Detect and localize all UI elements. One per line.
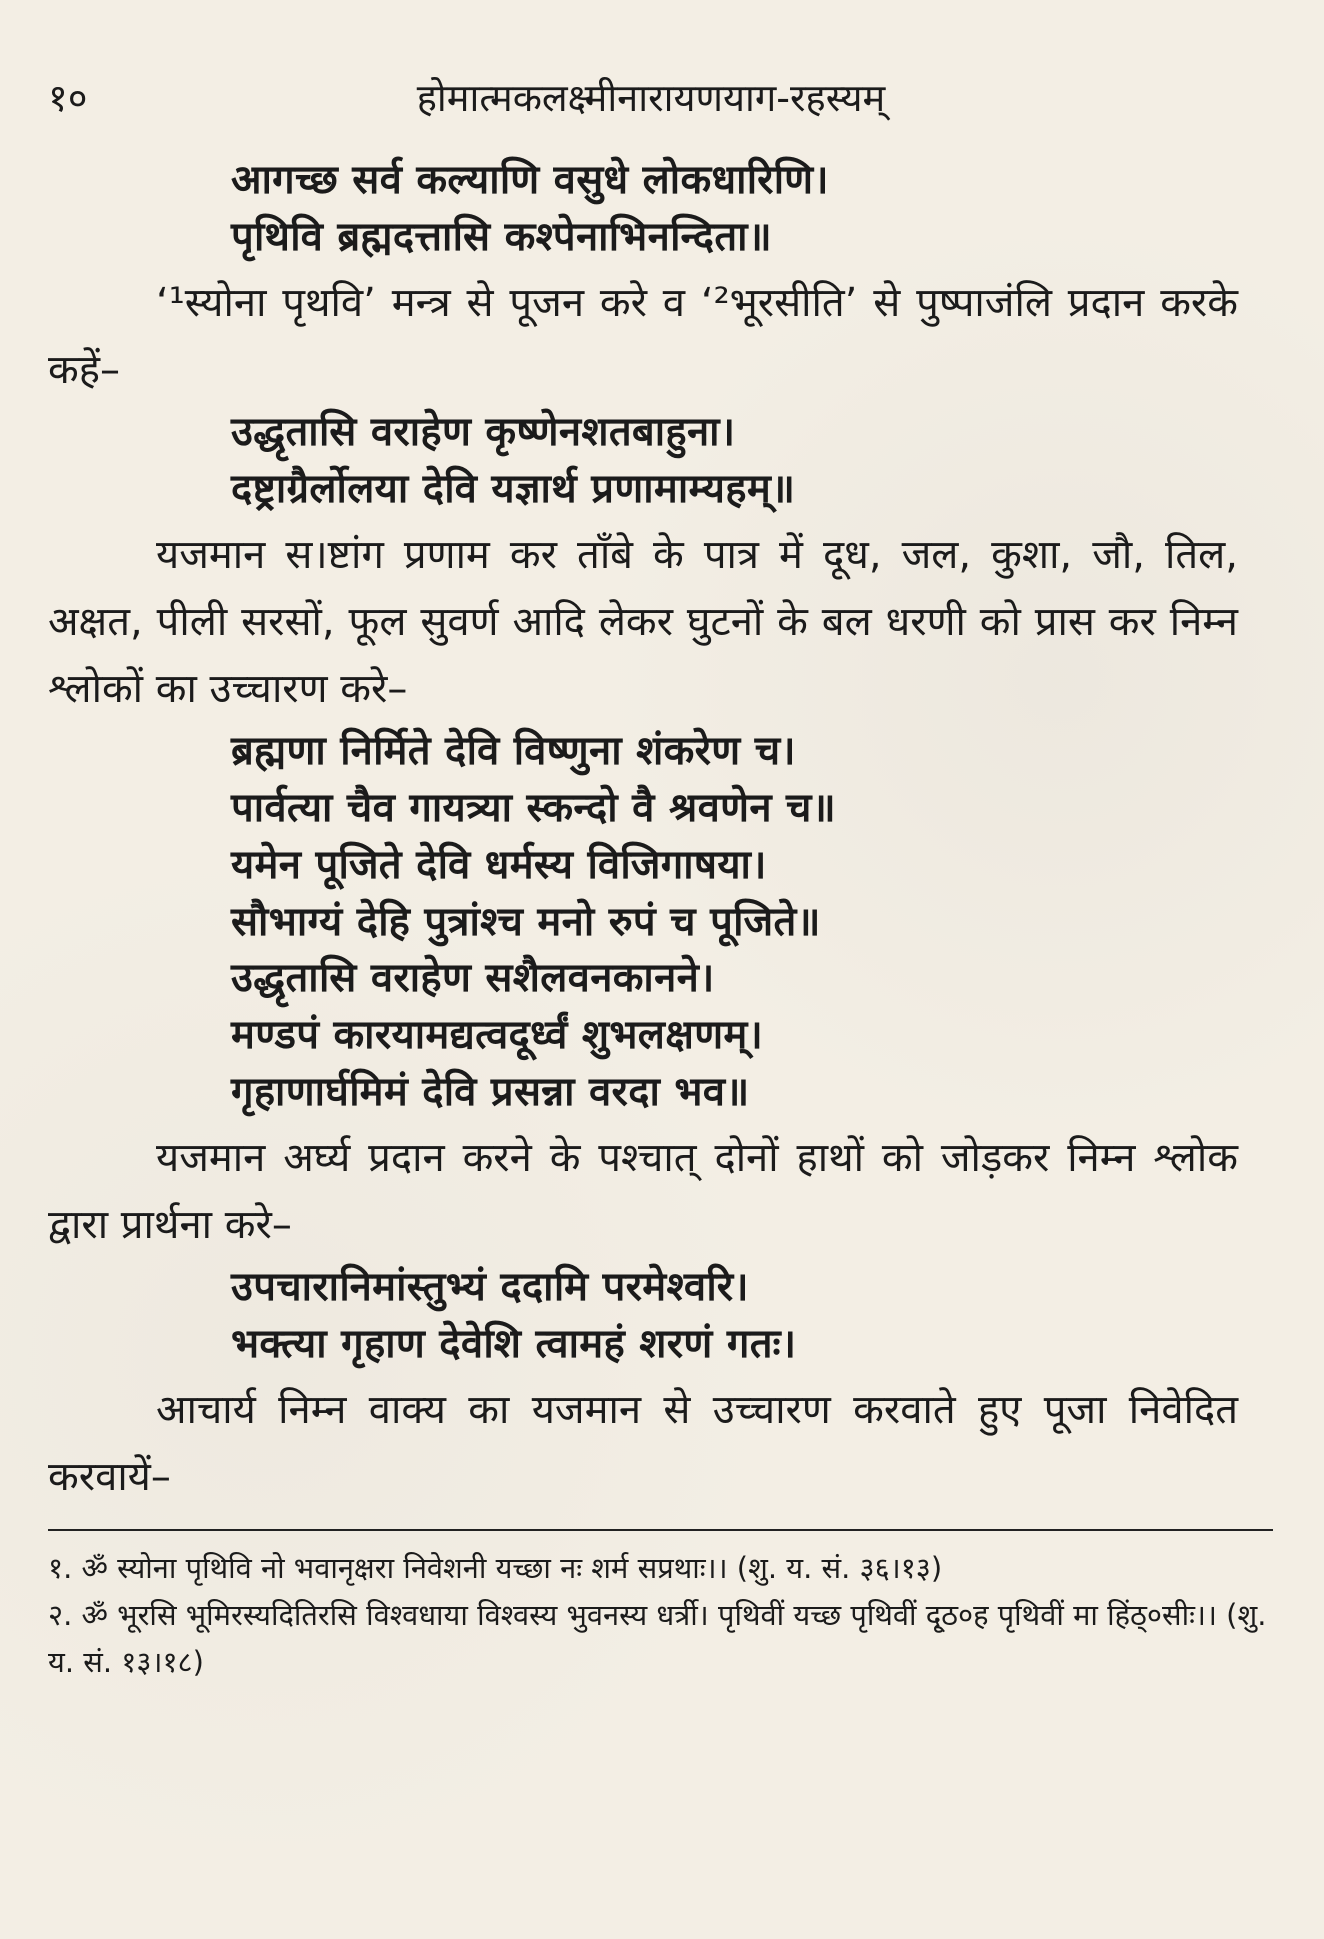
page-number: १०: [48, 76, 88, 120]
verse-block-1: [231, 152, 1238, 266]
instruction-paragraph-3: यजमान अर्घ्य प्रदान करने के पश्चात् दोनों हाथों को जोड़कर निम्न श्लोक द्वारा प्रार्थना करे–: [48, 1134, 1238, 1248]
verse-line: गृहाणार्घमिमं देवि प्रसन्ना वरदा भव॥: [231, 1068, 750, 1115]
verse-line: भक्त्या गृहाण देवेशि त्वामहं शरणं गतः।: [231, 1320, 797, 1367]
verse-line: यमेन पूजिते देवि धर्मस्य विजिगाषया।: [231, 841, 767, 888]
verse-block-4: [231, 1259, 1238, 1373]
footnote: २. ॐ भूरसि भूमिरस्यदितिरसि विश्वधाया विश्वस्य भुवनस्य धर्त्री। पृथिवीं यच्छ पृथिवीं दृ्ठ०ह पृथिवीं मा हिंठ्०सीः।। (शु. य. सं. १३।१८): [48, 1598, 1267, 1679]
verse-line: आगच्छ सर्व कल्याणि वसुधे लोकधारिणि।: [231, 157, 829, 203]
verse-line: उद्धृतासि वराहेण कृष्णेनशतबाहुना।: [231, 408, 736, 455]
instruction-paragraph-1: ‘¹स्योना पृथवि’ मन्त्र से पूजन करे व ‘²भूरसीति’ से पुष्पाजंलि प्रदान करके कहें–: [48, 279, 1238, 393]
instruction-paragraph-2: यजमान स।ष्टांग प्रणाम कर ताँबे के पात्र में दूध, जल, कुशा, जौ, तिल, अक्षत, पीली सरसों, फूल सुवर्ण आदि लेकर घुटनों के बल धरणी को प्रास कर निम्न श्लोकों का उच्चारण करे–: [48, 531, 1238, 712]
verse-line: सौभाग्यं देहि पुत्रांश्च मनो रुपं च पूजिते॥: [231, 898, 821, 945]
verse-line: उपचारानिमांस्तुभ्यं ददामि परमेश्वरि।: [231, 1264, 749, 1311]
running-title: होमात्मकलक्ष्मीनारायणयाग-रहस्यम्: [416, 76, 886, 120]
page-content: [48, 152, 1238, 1511]
verse-line: ब्रह्मणा निर्मिते देवि विष्णुना शंकरेण च।: [231, 728, 796, 775]
verse-block-3: [231, 723, 1238, 1121]
instruction-paragraph-4: आचार्य निम्न वाक्य का यजमान से उच्चारण करवाते हुए पूजा निवेदित करवायें–: [48, 1386, 1238, 1500]
verse-line: पृथिवि ब्रह्मदत्तासि कश्पेनाभिनन्दिता॥: [231, 213, 773, 260]
footnote: १. ॐ स्योना पृथिवि नो भवानृक्षरा निवेशनी यच्छा नः शर्म सप्रथाः।। (शु. य. सं. ३६।१३): [48, 1551, 943, 1586]
verse-line: मण्डपं कारयामद्यत्वदूर्ध्वं शुभलक्षणम्।: [231, 1012, 764, 1059]
footnote-divider: [48, 1529, 1273, 1531]
verse-block-2: [231, 404, 1238, 518]
page-header: [48, 70, 1254, 134]
verse-line: उद्धृतासि वराहेण सशैलवनकानने।: [231, 955, 715, 1002]
verse-line: दष्ट्राग्रैर्लोलया देवि यज्ञार्थ प्रणामाम्यहम्॥: [231, 465, 796, 512]
verse-line: पार्वत्या चैव गायत्र्या स्कन्दो वै श्रवणेन च॥: [231, 784, 837, 831]
footnotes: [48, 1545, 1276, 1686]
